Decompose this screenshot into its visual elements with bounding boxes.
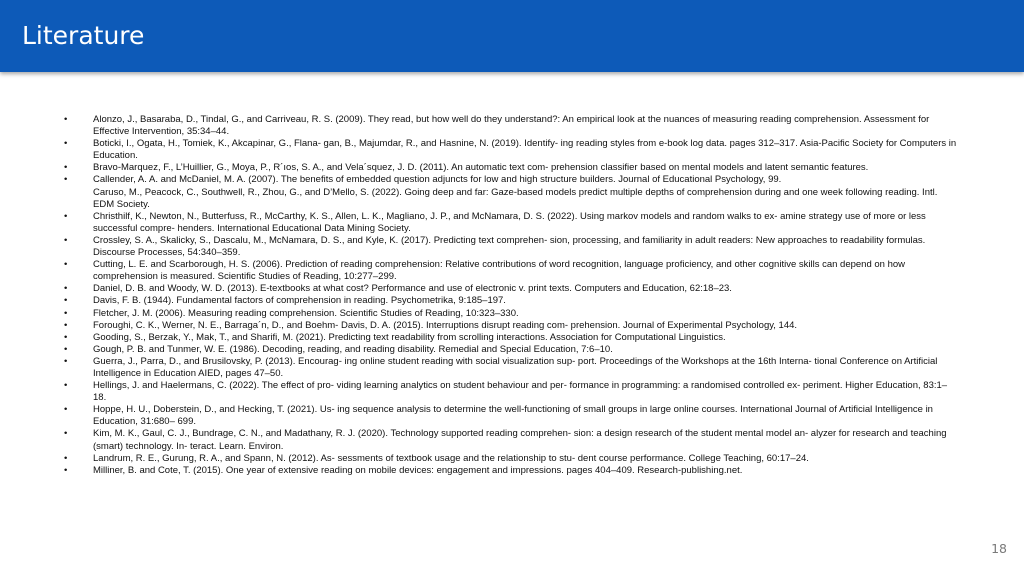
reference-item (64, 295, 960, 307)
reference-text: Crossley, S. A., Skalicky, S., Dascalu, M., McNamara, D. S., and Kyle, K. (2017). Predicting text comprehen- sion, processing, and familiarity in adult readers: New approaches to readability formulas. Discourse Processes, 54:340–359. (93, 234, 926, 259)
title-bar (0, 0, 1024, 72)
reference-item (64, 187, 960, 211)
reference-item (64, 344, 960, 356)
bullet-icon: • (64, 343, 68, 355)
reference-item (64, 356, 960, 380)
reference-text: Daniel, D. B. and Woody, W. D. (2013). E-textbooks at what cost? Performance and use of electronic v. print texts. Computers and Education, 62:18–23. (93, 283, 732, 295)
bullet-icon: • (64, 307, 68, 319)
reference-text: Boticki, I., Ogata, H., Tomiek, K., Akcapinar, G., Flana- gan, B., Majumdar, R., and Hasnine, N. (2019). Identify- ing reading styles from e-book log data. pages 312–317. Asia-Pacific Society for Computers in Education. (93, 138, 957, 162)
reference-text: Bravo-Marquez, F., L’Huillier, G., Moya, P., R´ıos, S. A., and Vela´squez, J. D. (2011). An automatic text com- prehension classifier based on mental models and latent semantic features. (93, 162, 869, 174)
bullet-icon: • (64, 210, 68, 222)
reference-item (64, 259, 960, 283)
bullet-icon: • (64, 428, 68, 440)
reference-item (64, 465, 960, 477)
reference-item (64, 283, 960, 295)
reference-item (64, 138, 960, 162)
reference-text: Callender, A. A. and McDaniel, M. A. (2007). The benefits of embedded question adjuncts for low and high structure builders. Journal of Educational Psychology, 99. (93, 174, 782, 186)
reference-item (64, 308, 960, 320)
reference-text: Foroughi, C. K., Werner, N. E., Barraga´n, D., and Boehm- Davis, D. A. (2015). Interruptions disrupt reading com- prehension. Journal of Experimental Psychology, 144. (93, 319, 798, 331)
reference-item (64, 380, 960, 404)
reference-item (64, 453, 960, 465)
reference-text: Milliner, B. and Cote, T. (2015). One year of extensive reading on mobile devices: engagement and impressions. pages 404–409. Research-publishing.net. (93, 464, 743, 476)
reference-text: Christhilf, K., Newton, N., Butterfuss, R., McCarthy, K. S., Allen, L. K., Magliano, J. P., and McNamara, D. S. (2022). Using markov models and random walks to ex- amine strategy use of more or less successful compre- henders. International Educational Data Mining Society. (93, 210, 926, 234)
bullet-icon: • (64, 234, 68, 246)
reference-text: Cutting, L. E. and Scarborough, H. S. (2006). Prediction of reading comprehension: Relative contributions of word recognition, language proficiency, and other cognitive skills can depend on how comprehension is measured. Scientific Studies of Reading, 10:277–299. (93, 259, 906, 283)
bullet-icon: • (64, 162, 68, 174)
reference-text: Gooding, S., Berzak, Y., Mak, T., and Sharifi, M. (2021). Predicting text readability from scrolling interactions. Association for Computational Linguistics. (93, 331, 726, 343)
reference-item (64, 332, 960, 344)
reference-text: Kim, M. K., Gaul, C. J., Bundrage, C. N., and Madathany, R. J. (2020). Technology supported reading comprehen- sion: a design research of the student mental model an- alyzer for research and teaching (smart) technology. In- teract. Learn. Environ. (93, 428, 947, 452)
reference-item (64, 114, 960, 138)
reference-item (64, 320, 960, 332)
reference-item (64, 404, 960, 428)
bullet-icon: • (64, 319, 68, 331)
reference-text: Caruso, M., Peacock, C., Southwell, R., Zhou, G., and D’Mello, S. (2022). Going deep and far: Gaze-based models predict multiple depths of comprehension during and one week following reading. Intl. EDM Society. (93, 186, 938, 210)
reference-item (64, 235, 960, 259)
bullet-icon: • (64, 380, 68, 392)
bullet-icon: • (64, 295, 68, 307)
reference-text: Alonzo, J., Basaraba, D., Tindal, G., and Carriveau, R. S. (2009). They read, but how well do they understand?: An empirical look at the nuances of measuring reading comprehension. Assessment for Effective Intervention, 35:34–44. (93, 114, 930, 138)
reference-text: Hellings, J. and Haelermans, C. (2022). The effect of pro- viding learning analytics on student behaviour and per- formance in programming: a randomised controlled ex- periment. Higher Education, 83:1–18. (93, 380, 948, 404)
bullet-icon: • (64, 138, 68, 150)
bullet-icon: • (64, 355, 68, 367)
page-number: 18 (991, 541, 1007, 556)
bullet-icon: • (64, 283, 68, 295)
bullet-icon: • (64, 259, 68, 271)
bullet-icon: • (64, 404, 68, 416)
reference-list (64, 114, 960, 477)
bullet-icon: • (64, 331, 68, 343)
reference-text: Hoppe, H. U., Doberstein, D., and Hecking, T. (2021). Us- ing sequence analysis to determine the well-functioning of small groups in large online courses. International Journal of Artificial Intelligence in Education, 31:680– 699. (93, 404, 933, 428)
reference-text: Davis, F. B. (1944). Fundamental factors of comprehension in reading. Psychometrika, 9:185–197. (93, 295, 506, 307)
reference-item (64, 174, 960, 186)
bullet-icon: • (64, 174, 68, 186)
reference-text: Landrum, R. E., Gurung, R. A., and Spann, N. (2012). As- sessments of textbook usage and the relationship to stu- dent course performance. College Teaching, 60:17–24. (93, 452, 809, 464)
reference-text: Fletcher, J. M. (2006). Measuring reading comprehension. Scientific Studies of Reading, 10:323–330. (93, 307, 519, 319)
slide-title: Literature (22, 21, 145, 50)
reference-item (64, 162, 960, 174)
reference-item (64, 428, 960, 452)
reference-text: Guerra, J., Parra, D., and Brusilovsky, P. (2013). Encourag- ing online student reading with social visualization sup- port. Proceedings of the Workshops at the 16th Interna- tional Conference on Artificial Intelligence in Education AIED, pages 47–50. (93, 355, 938, 379)
bullet-icon: • (64, 464, 68, 476)
reference-text: Gough, P. B. and Tunmer, W. E. (1986). Decoding, reading, and reading disability. Remedial and Special Education, 7:6–10. (93, 343, 613, 355)
bullet-icon: • (64, 452, 68, 464)
reference-item (64, 211, 960, 235)
bullet-icon: • (64, 114, 68, 125)
